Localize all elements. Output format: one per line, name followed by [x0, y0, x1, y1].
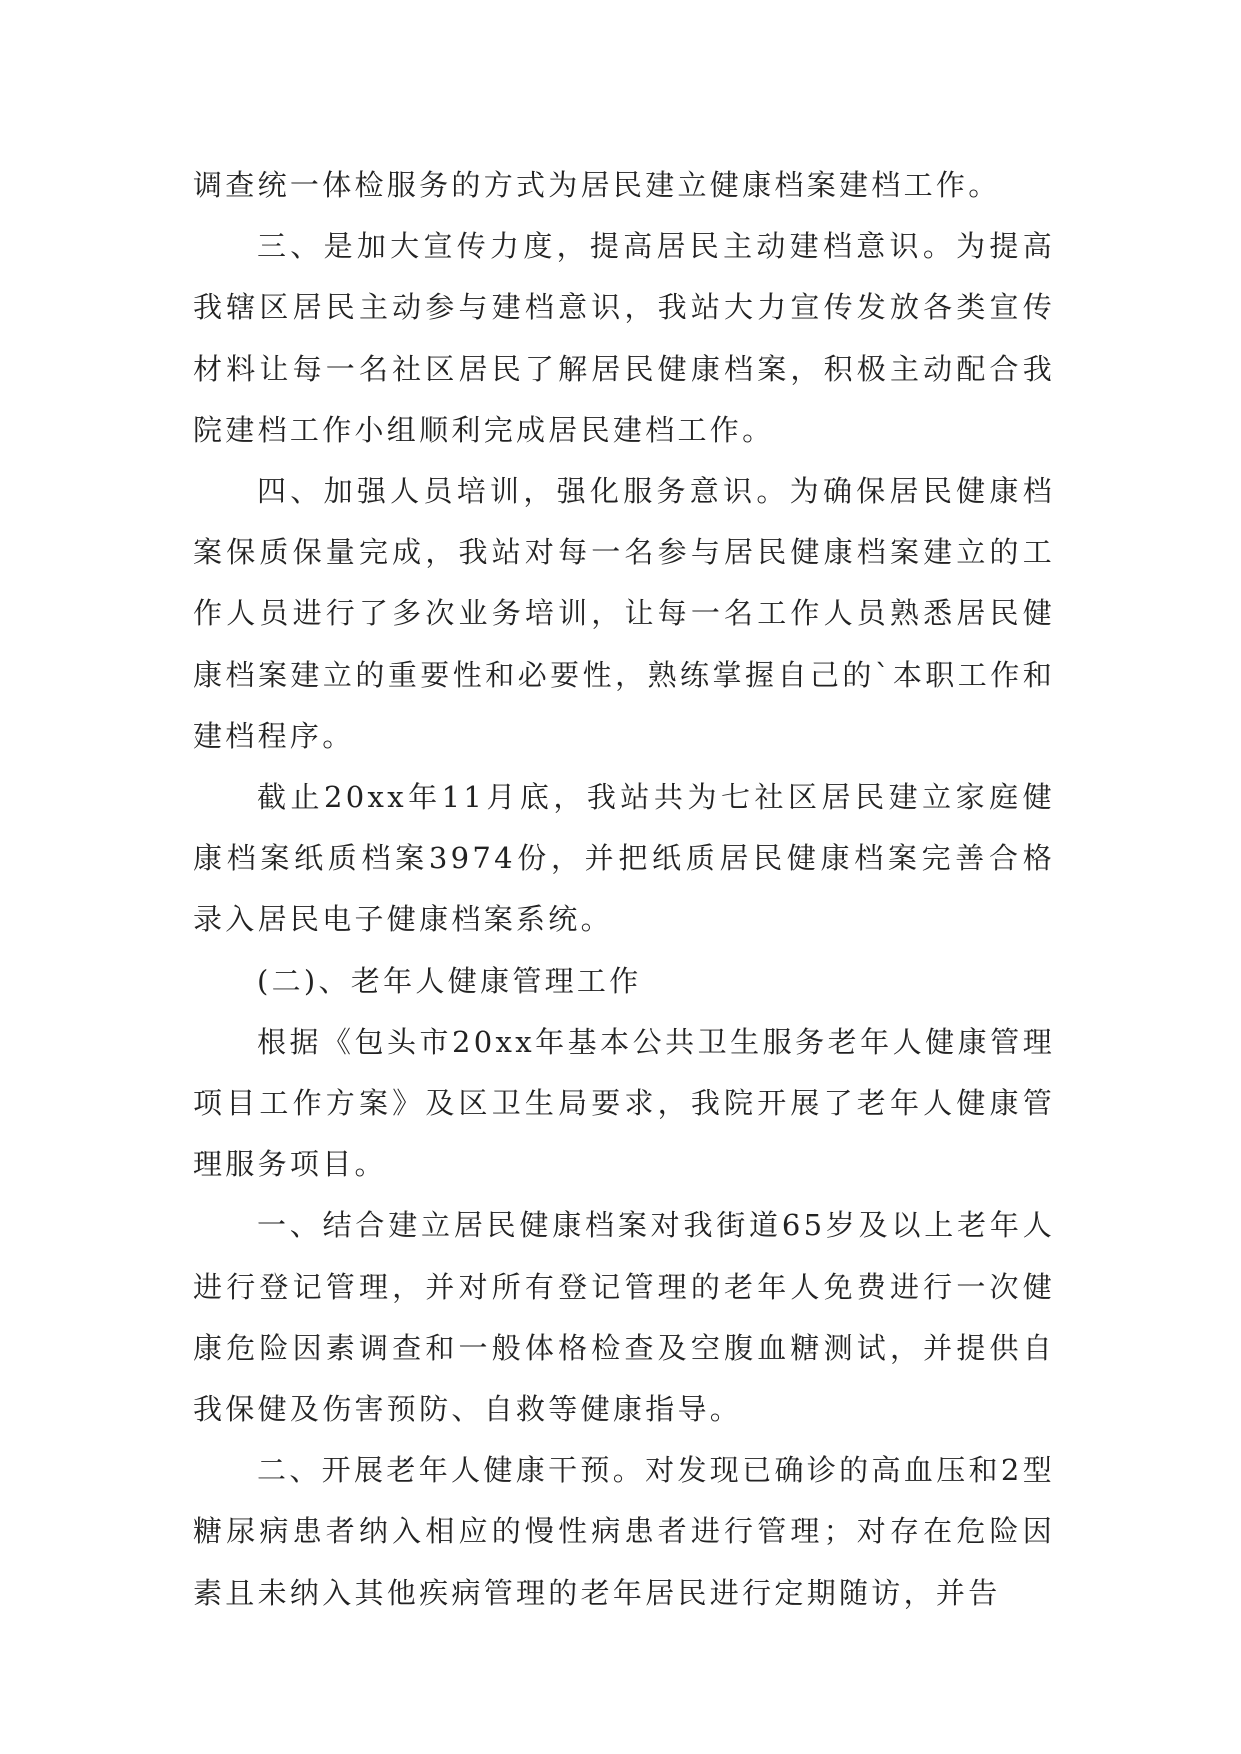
paragraph-continuation: 调查统一体检服务的方式为居民建立健康档案建档工作。 [193, 168, 1001, 202]
section-heading: (二)、老年人健康管理工作 [257, 963, 642, 998]
paragraph-registration: 一、结合建立居民健康档案对我街道65岁及以上老年人进行登记管理，并对所有登记管理的老年人免费进行一次健康危险因素调查和一般体格检查及空腹血糖测试，并提供自我保健及伤害预防、自救等健康指导。 [193, 1208, 1055, 1427]
paragraph-statistics: 截止20xx年11月底，我站共为七社区居民建立家庭健康档案纸质档案3974份，并把纸质居民健康档案完善合格录入居民电子健康档案系统。 [193, 780, 1055, 937]
paragraph-basis: 根据《包头市20xx年基本公共卫生服务老年人健康管理项目工作方案》及区卫生局要求，我院开展了老年人健康管理服务项目。 [193, 1024, 1055, 1182]
document-body [193, 155, 1055, 1624]
paragraph-publicity: 三、是加大宣传力度，提高居民主动建档意识。为提高我辖区居民主动参与建档意识，我站大力宣传发放各类宣传材料让每一名社区居民了解居民健康档案，积极主动配合我院建档工作小组顺利完成居民建档工作。 [193, 229, 1055, 447]
paragraph-intervention: 二、开展老年人健康干预。对发现已确诊的高血压和2型糖尿病患者纳入相应的慢性病患者进行管理；对存在危险因素且未纳入其他疾病管理的老年居民进行定期随访，并告 [193, 1453, 1055, 1610]
paragraph-training: 四、加强人员培训，强化服务意识。为确保居民健康档案保质保量完成，我站对每一名参与居民健康档案建立的工作人员进行了多次业务培训，让每一名工作人员熟悉居民健康档案建立的重要性和必要性，熟练掌握自己的`本职工作和建档程序。 [193, 474, 1055, 753]
